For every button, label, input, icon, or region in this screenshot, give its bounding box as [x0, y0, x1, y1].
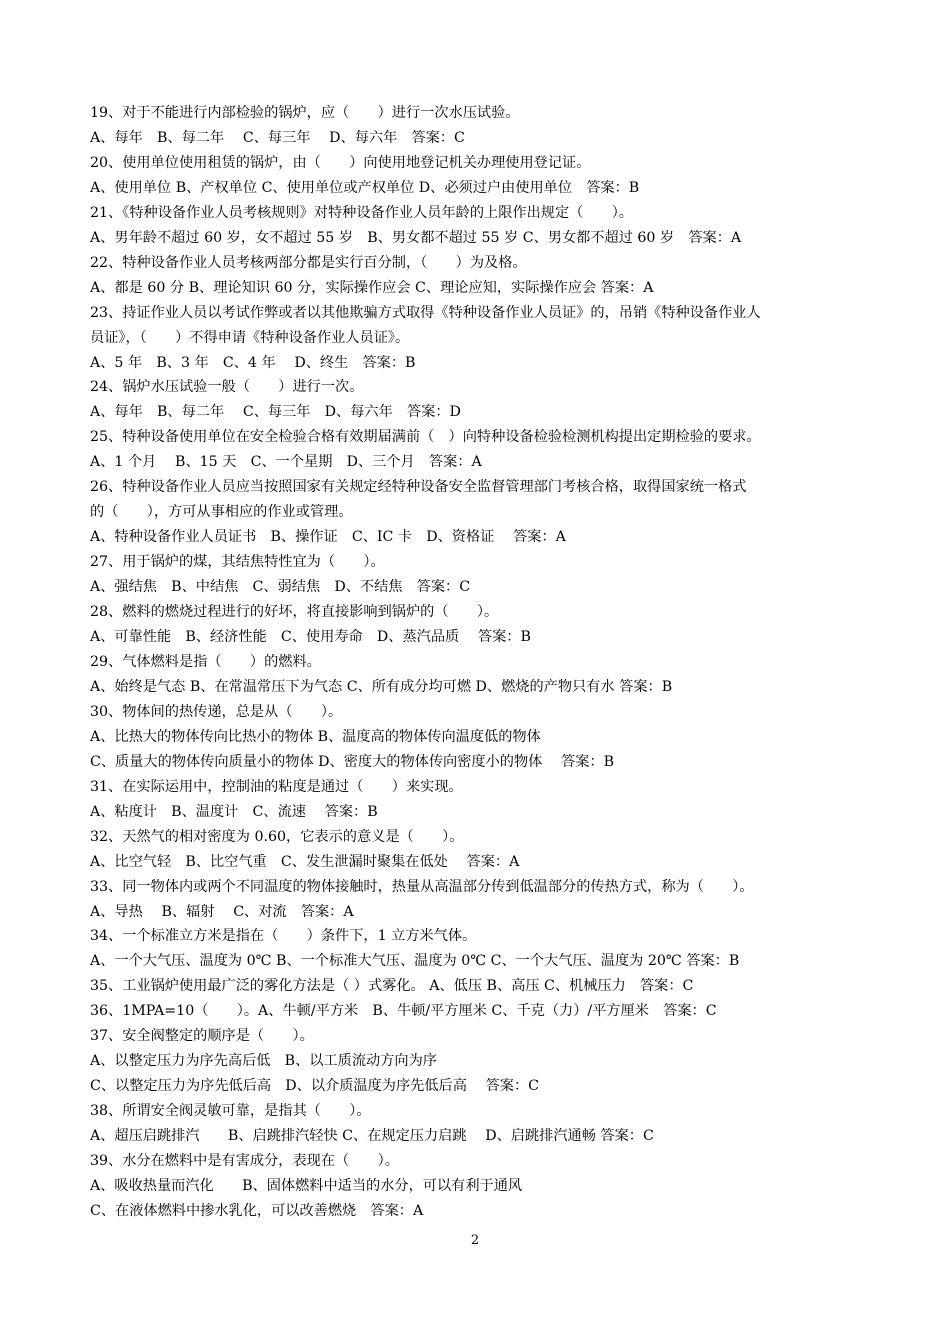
text-line: 26、特种设备作业人员应当按照国家有关规定经特种设备安全监督管理部门考核合格，取得国家统一格式	[90, 479, 747, 496]
text-line: 36、1MPA=10（ ）。A、牛顿/平方米 B、牛顿/平方厘米 C、千克（力）/平方厘米 答案：C	[90, 1003, 717, 1020]
text-line: A、每年 B、每二年 C、每三年 D、每六年 答案：C	[90, 129, 465, 146]
text-line: C、质量大的物体传向质量小的物体 D、密度大的物体传向密度小的物体 答案：B	[90, 753, 615, 770]
text-line: A、1 个月 B、15 天 C、一个星期 D、三个月 答案：A	[90, 454, 482, 471]
text-line: 24、锅炉水压试验一般（ ）进行一次。	[90, 379, 364, 396]
text-line: 25、特种设备使用单位在安全检验合格有效期届满前（ ）向特种设备检验检测机构提出定期检验的要求。	[90, 429, 761, 446]
text-line: 28、燃料的燃烧过程进行的好坏，将直接影响到锅炉的（ ）。	[90, 604, 499, 621]
text-line: 35、工业锅炉使用最广泛的雾化方法是（ ）式雾化。 A、低压 B、高压 C、机械压力 答案：C	[90, 978, 694, 995]
text-line: 21、《特种设备作业人员考核规则》对特种设备作业人员年龄的上限作出规定（ ）。	[90, 204, 633, 221]
text-line: 20、使用单位使用租赁的锅炉，由（ ）向使用地登记机关办理使用登记证。	[90, 154, 591, 171]
text-line: A、以整定压力为序先高后低 B、以工质流动方向为序	[90, 1053, 437, 1070]
text-line: 37、安全阀整定的顺序是（ ）。	[90, 1028, 314, 1045]
text-line: 30、物体间的热传递，总是从（ ）。	[90, 703, 343, 720]
text-line: C、以整定压力为序先低后高 D、以介质温度为序先低后高 答案：C	[90, 1078, 540, 1095]
text-line: A、一个大气压、温度为 0℃ B、一个标准大气压、温度为 0℃ C、一个大气压、温度为 20℃ 答案：B	[90, 953, 740, 970]
text-line: C、在液体燃料中掺水乳化，可以改善燃烧 答案：A	[90, 1202, 424, 1219]
text-line: A、每年 B、每二年 C、每三年 D、每六年 答案：D	[90, 404, 461, 421]
question-list	[90, 101, 866, 1224]
text-line: 32、天然气的相对密度为 0.60，它表示的意义是（ ）。	[90, 828, 464, 845]
text-line: A、可靠性能 B、经济性能 C、使用寿命 D、蒸汽品质 答案：B	[90, 629, 531, 646]
text-line: 19、对于不能进行内部检验的锅炉，应（ ）进行一次水压试验。	[90, 105, 520, 121]
text-line: 23、持证作业人员以考试作弊或者以其他欺骗方式取得《特种设备作业人员证》的，吊销《特种设备作业人	[90, 304, 761, 321]
text-line: 27、用于锅炉的煤，其结焦特性宜为（ ）。	[90, 554, 385, 571]
text-line: A、强结焦 B、中结焦 C、弱结焦 D、不结焦 答案：C	[90, 579, 471, 596]
page-number: 2	[470, 1233, 480, 1248]
text-line: 22、特种设备作业人员考核两部分都是实行百分制，（ ）为及格。	[90, 254, 527, 271]
text-line: 的（ ），方可从事相应的作业或管理。	[90, 504, 353, 521]
text-line: A、特种设备作业人员证书 B、操作证 C、IC 卡 D、资格证 答案：A	[90, 529, 566, 546]
text-line: 38、所谓安全阀灵敏可靠，是指其（ ）。	[90, 1103, 371, 1120]
text-line: 39、水分在燃料中是有害成分，表现在（ ）。	[90, 1153, 399, 1170]
text-line: A、始终是气态 B、在常温常压下为气态 C、所有成分均可燃 D、燃烧的产物只有水 答案：B	[90, 678, 673, 695]
text-line: 员证》，（ ）不得申请《特种设备作业人员证》。	[90, 329, 410, 346]
text-line: A、超压启跳排汽 B、启跳排汽轻快 C、在规定压力启跳 D、启跳排汽通畅 答案：C	[90, 1128, 654, 1145]
text-line: A、导热 B、辐射 C、对流 答案：A	[90, 903, 354, 920]
text-line: A、5 年 B、3 年 C、4 年 D、终生 答案：B	[90, 354, 416, 371]
text-line: 31、在实际运用中，控制油的粘度是通过（ ）来实现。	[90, 778, 463, 795]
text-line: 34、一个标准立方米是指在（ ）条件下，1 立方米气体。	[90, 928, 477, 945]
text-line: A、吸收热量而汽化 B、固体燃料中适当的水分，可以有利于通风	[90, 1177, 523, 1194]
text-line: A、比热大的物体传向比热小的物体 B、温度高的物体传向温度低的物体	[90, 728, 541, 745]
text-line: A、男年龄不超过 60 岁，女不超过 55 岁 B、男女都不超过 55 岁 C、男女都不超过 60 岁 答案：A	[90, 229, 742, 246]
text-line: A、使用单位 B、产权单位 C、使用单位或产权单位 D、必须过户由使用单位 答案：B	[90, 179, 640, 196]
text-line: A、都是 60 分 B、理论知识 60 分，实际操作应会 C、理论应知，实际操作应会 答案：A	[90, 279, 654, 296]
text-line: 33、同一物体内或两个不同温度的物体接触时，热量从高温部分传到低温部分的传热方式，称为（ ）。	[90, 878, 754, 895]
text-line: A、比空气轻 B、比空气重 C、发生泄漏时聚集在低处 答案：A	[90, 853, 520, 870]
text-line: 29、气体燃料是指（ ）的燃料。	[90, 653, 321, 670]
text-line: A、粘度计 B、温度计 C、流速 答案：B	[90, 803, 378, 820]
